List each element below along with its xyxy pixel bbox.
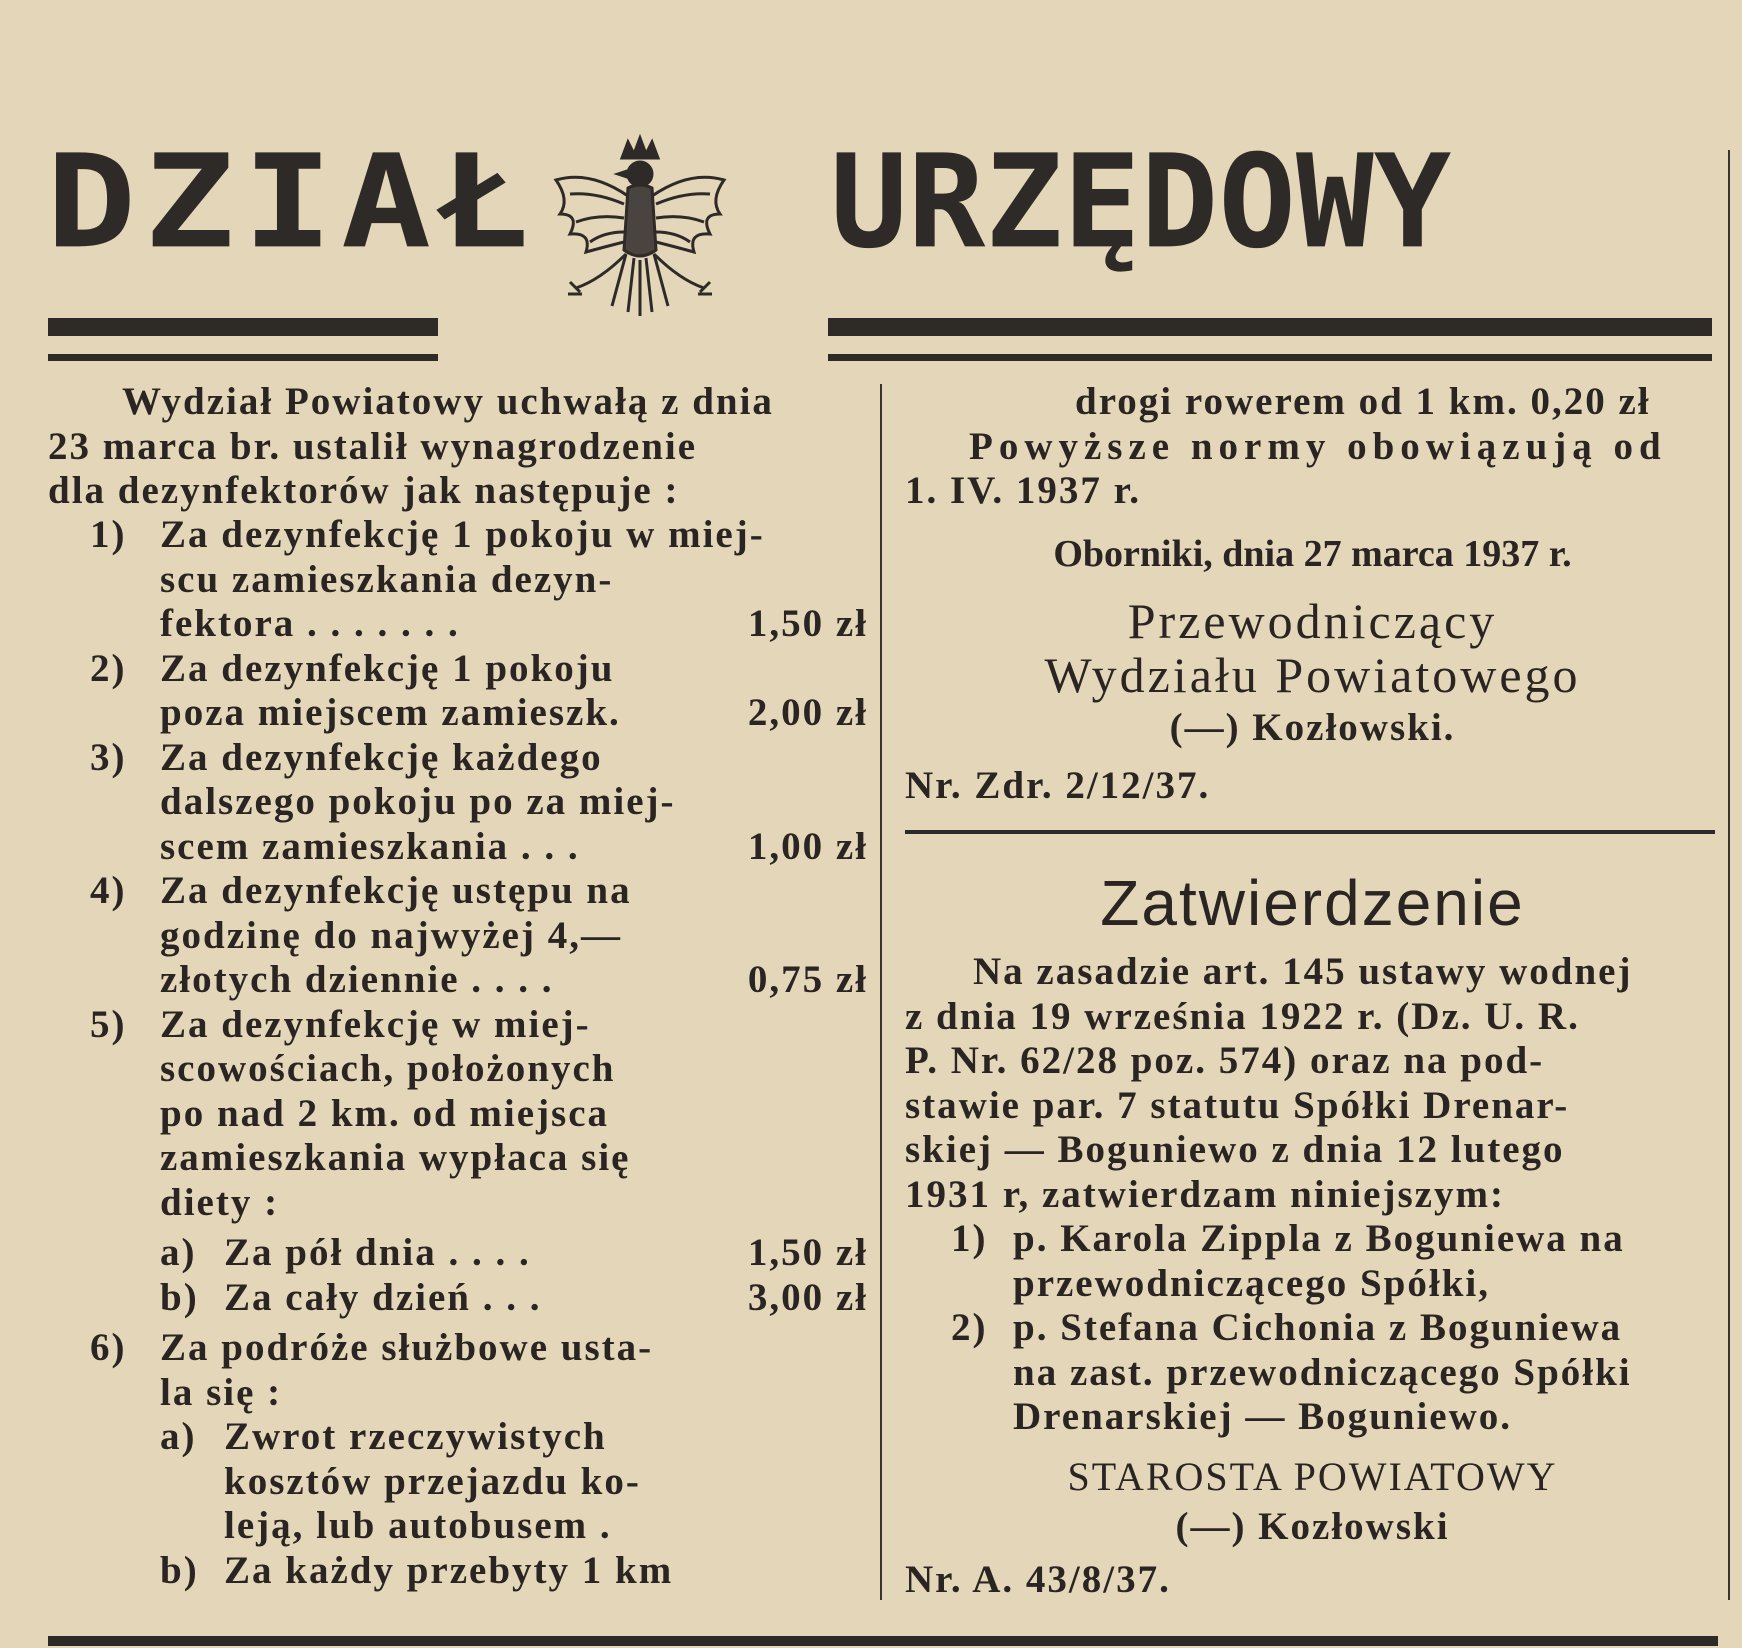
item-line (48, 780, 868, 825)
continuation-line-3: 1. IV. 1937 r. (905, 469, 1142, 512)
appointment-text: p. Stefana Cichonia z Boguniewa (1013, 1306, 1623, 1349)
item-line (48, 1003, 868, 1048)
bottom-rule (48, 1636, 1718, 1646)
eagle-emblem-icon (540, 130, 740, 330)
item-text: diety : (160, 1180, 280, 1224)
item-line (48, 1231, 868, 1276)
appointment-line (905, 1395, 1720, 1440)
item-text: scu zamieszkania dezyn- (160, 557, 614, 601)
item-number: 1) (90, 513, 127, 556)
item-number: 5) (90, 1002, 127, 1046)
item-line (48, 1549, 868, 1594)
item-amount: 1,50 zł (747, 602, 868, 645)
body-line-2: z dnia 19 września 1922 r. (Dz. U. R. (905, 994, 1580, 1038)
body-line-6: 1931 r, zatwierdzam niniejszym: (905, 1172, 1505, 1216)
item-number: a) (160, 1415, 197, 1458)
masthead-rule-left-thin (48, 354, 438, 361)
signature-name: (—) Kozłowski. (1169, 706, 1456, 749)
item-line (48, 558, 868, 603)
ref-number: Nr. Zdr. 2/12/37. (905, 764, 1211, 807)
item-line (48, 914, 868, 959)
item-number: b) (160, 1275, 199, 1319)
item-line (48, 602, 868, 647)
appointment-line (905, 1217, 1720, 1262)
item-text: scem zamieszkania . . . (160, 824, 580, 868)
intro-line-1: Wydział Powiatowy uchwałą z dnia (122, 380, 774, 423)
masthead-left: DZIAŁ (46, 127, 538, 278)
item-text: la się : (160, 1370, 283, 1414)
item-line (48, 1326, 868, 1371)
left-column (48, 380, 868, 514)
appointment-text: Drenarskiej — Boguniewo. (1013, 1395, 1513, 1438)
appointment-text: p. Karola Zippla z Boguniewa na (1013, 1217, 1625, 1260)
item-amount: 2,00 zł (747, 691, 868, 734)
item-text: Za dezynfekcję 1 pokoju (160, 646, 615, 690)
item-number: 3) (90, 735, 127, 779)
item-number: a) (160, 1231, 197, 1274)
signature-title-1: Przewodniczący (1127, 593, 1498, 649)
ref-number-2: Nr. A. 43/8/37. (905, 1558, 1171, 1601)
item-amount: 1,00 zł (747, 824, 868, 868)
body-line-3: P. Nr. 62/28 poz. 574) oraz na pod- (905, 1039, 1545, 1082)
item-line (48, 1415, 868, 1460)
item-text: scowościach, położonych (160, 1047, 616, 1090)
body-line-1: Na zasadzie art. 145 ustawy wodnej (973, 950, 1633, 993)
item-number: 2) (90, 646, 127, 690)
appointment-line (905, 1306, 1720, 1351)
item-text: leją, lub autobusem . (224, 1504, 612, 1547)
item-line (48, 1504, 868, 1549)
masthead-right: URZĘDOWY (830, 127, 1452, 278)
appointments-list (905, 1217, 1720, 1440)
item-line (48, 1047, 868, 1092)
item-line (48, 1460, 868, 1505)
item-text: Za dezynfekcję każdego (160, 735, 603, 779)
appointment-text: na zast. przewodniczącego Spółki (1013, 1350, 1632, 1394)
appointment-number: 2) (951, 1306, 988, 1349)
authority: STAROSTA POWIATOWY (1067, 1454, 1558, 1499)
item-text: Za dezynfekcję 1 pokoju w miej- (160, 513, 765, 556)
signature-title-2: Wydziału Powiatowego (1044, 647, 1581, 703)
item-line (48, 513, 868, 558)
item-text: Za dezynfekcję w miej- (160, 1002, 591, 1046)
item-text: Za dezynfekcję ustępu na (160, 869, 632, 912)
column-divider (880, 384, 882, 1600)
intro-line-3: dla dezynfektorów jak następuje : (48, 469, 680, 512)
item-line (48, 958, 868, 1003)
item-text: dalszego pokoju po za miej- (160, 780, 676, 823)
appointment-number: 1) (951, 1217, 988, 1260)
body-line-5: skiej — Boguniewo z dnia 12 lutego (905, 1128, 1565, 1171)
section-rule (905, 830, 1715, 834)
appointment-line (905, 1262, 1720, 1307)
item-text: Zwrot rzeczywistych (224, 1415, 607, 1458)
item-text: poza miejscem zamieszk. (160, 691, 621, 734)
intro-line-2: 23 marca br. ustalił wynagrodzenie (48, 424, 698, 468)
item-text: zamieszkania wypłaca się (160, 1136, 631, 1179)
item-line (48, 825, 868, 870)
item-text: godzinę do najwyżej 4,— (160, 913, 622, 957)
item-number: 4) (90, 869, 127, 912)
item-amount: 1,50 zł (747, 1231, 868, 1274)
masthead-rule-right (828, 318, 1712, 336)
place-date: Oborniki, dnia 27 marca 1937 r. (1053, 533, 1572, 575)
right-column (905, 380, 1720, 514)
continuation-line-2: Powyższe normy obowiązują od (969, 424, 1667, 468)
section-title: Zatwierdzenie (1100, 867, 1525, 939)
authority-name: (—) Kozłowski (1175, 1505, 1450, 1548)
masthead-rule-right-thin (828, 354, 1712, 361)
item-text: Za pół dnia . . . . (224, 1231, 531, 1274)
item-line (48, 647, 868, 692)
item-line (48, 869, 868, 914)
item-text: złotych dziennie . . . . (160, 958, 554, 1001)
appointment-text: przewodniczącego Spółki, (1013, 1261, 1490, 1305)
item-number: 6) (90, 1326, 127, 1369)
approval-body (905, 950, 1720, 1217)
item-text: Za każdy przebyty 1 km (224, 1548, 674, 1592)
left-items (48, 513, 868, 1593)
item-line (48, 736, 868, 781)
item-line (48, 1371, 868, 1416)
appointment-line (905, 1351, 1720, 1396)
item-number: b) (160, 1548, 199, 1592)
body-line-4: stawie par. 7 statutu Spółki Drenar- (905, 1083, 1570, 1127)
masthead-rule-left (48, 318, 438, 336)
item-line (48, 1181, 868, 1226)
item-line (48, 691, 868, 736)
continuation-line-1: drogi rowerem od 1 km. 0,20 zł (1075, 380, 1651, 423)
item-text: Za podróże służbowe usta- (160, 1326, 654, 1369)
item-text: Za cały dzień . . . (224, 1275, 542, 1319)
item-text: po nad 2 km. od miejsca (160, 1091, 610, 1135)
item-line (48, 1092, 868, 1137)
item-text: fektora . . . . . . . (160, 602, 460, 645)
item-line (48, 1276, 868, 1321)
item-line (48, 1136, 868, 1181)
item-amount: 0,75 zł (747, 958, 868, 1001)
item-text: kosztów przejazdu ko- (224, 1459, 641, 1503)
right-edge-divider (1728, 150, 1730, 1600)
item-amount: 3,00 zł (747, 1275, 868, 1319)
